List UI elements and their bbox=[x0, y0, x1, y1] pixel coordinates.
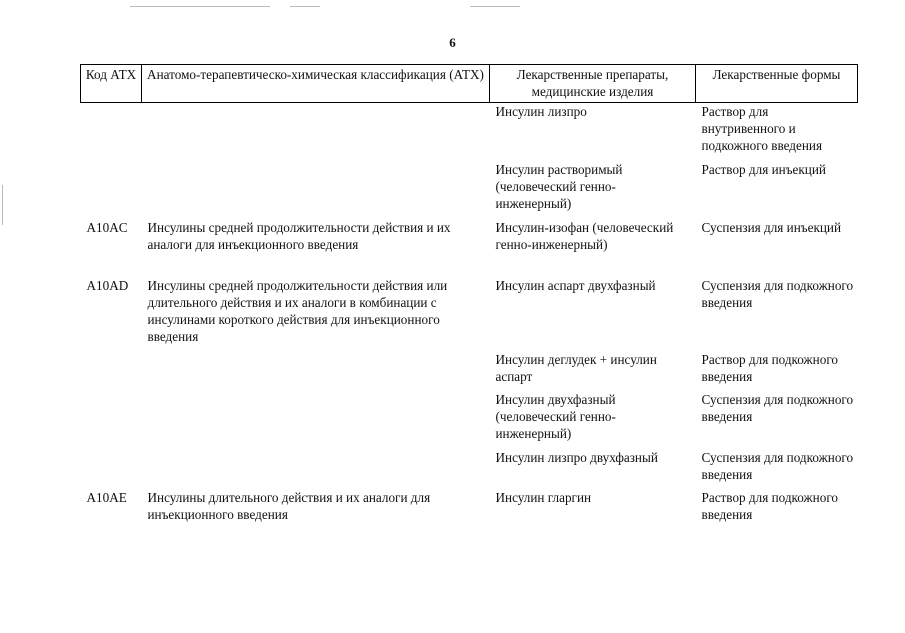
dosage-form: Суспензия для подкожного введения bbox=[701, 277, 854, 310]
dosage-form: Суспензия для подкожного введения bbox=[701, 391, 854, 424]
atc-code bbox=[81, 449, 142, 489]
table-row bbox=[81, 103, 858, 161]
scan-artifact-left bbox=[2, 185, 3, 225]
atc-classification bbox=[142, 161, 490, 219]
atc-classification: Инсулины средней продолжительности действия или длительного действия и их аналоги в комбинации с инсулинами короткого действия для инъекционного введения bbox=[147, 277, 448, 344]
atc-classification bbox=[142, 449, 490, 489]
table-row bbox=[81, 277, 858, 351]
header-atc-classification: Анатомо-терапевтическо-химическая классификация (АТХ) bbox=[142, 65, 490, 103]
atc-code bbox=[81, 351, 142, 391]
atc-classification bbox=[142, 103, 490, 161]
atc-classification: Инсулины длительного действия и их аналоги для инъекционного введения bbox=[147, 489, 431, 522]
atc-code: A10AC bbox=[86, 219, 128, 235]
drug-name: Инсулин гларгин bbox=[495, 489, 592, 505]
dosage-form: Раствор для внутривенного и подкожного введения bbox=[701, 104, 823, 153]
table-row bbox=[81, 161, 858, 219]
table-row bbox=[81, 351, 858, 391]
atc-code bbox=[81, 161, 142, 219]
drug-name: Инсулин-изофан (человеческий генно-инженерный) bbox=[495, 219, 674, 252]
table-row bbox=[81, 219, 858, 277]
dosage-form: Раствор для подкожного введения bbox=[701, 489, 838, 522]
drug-name: Инсулин двухфазный (человеческий генно-инженерный) bbox=[495, 391, 616, 441]
atc-classification bbox=[142, 351, 490, 391]
drug-name: Инсулин лизпро двухфазный bbox=[495, 449, 658, 465]
scan-artifact-top bbox=[290, 6, 320, 7]
header-drugs: Лекарственные препараты, медицинские изделия bbox=[490, 65, 696, 103]
table-header-row bbox=[81, 65, 858, 103]
table-row bbox=[81, 489, 858, 529]
dosage-form: Раствор для подкожного введения bbox=[701, 351, 838, 384]
atc-code bbox=[81, 103, 142, 161]
table-row bbox=[81, 449, 858, 489]
dosage-form: Раствор для инъекций bbox=[701, 161, 826, 177]
atc-code bbox=[81, 391, 142, 449]
table-row bbox=[81, 391, 858, 449]
atc-classification: Инсулины средней продолжительности действия и их аналоги для инъекционного введения bbox=[147, 219, 451, 252]
drug-name: Инсулин деглудек + инсулин аспарт bbox=[495, 351, 657, 384]
page-number: 6 bbox=[449, 35, 456, 50]
atc-code: A10AE bbox=[86, 489, 127, 505]
drug-name: Инсулин лизпро bbox=[495, 104, 587, 119]
header-dosage-forms: Лекарственные формы bbox=[696, 65, 858, 103]
atc-code: A10AD bbox=[86, 277, 129, 293]
dosage-form: Суспензия для инъекций bbox=[701, 219, 842, 235]
atc-table bbox=[80, 64, 858, 529]
dosage-form: Суспензия для подкожного введения bbox=[701, 449, 854, 482]
header-atc-code: Код АТХ bbox=[81, 65, 142, 103]
drug-name: Инсулин аспарт двухфазный bbox=[495, 277, 656, 293]
atc-classification bbox=[142, 391, 490, 449]
scan-artifact-top bbox=[130, 6, 270, 7]
drug-name: Инсулин растворимый (человеческий генно-инженерный) bbox=[495, 161, 623, 211]
scan-artifact-top bbox=[470, 6, 520, 7]
